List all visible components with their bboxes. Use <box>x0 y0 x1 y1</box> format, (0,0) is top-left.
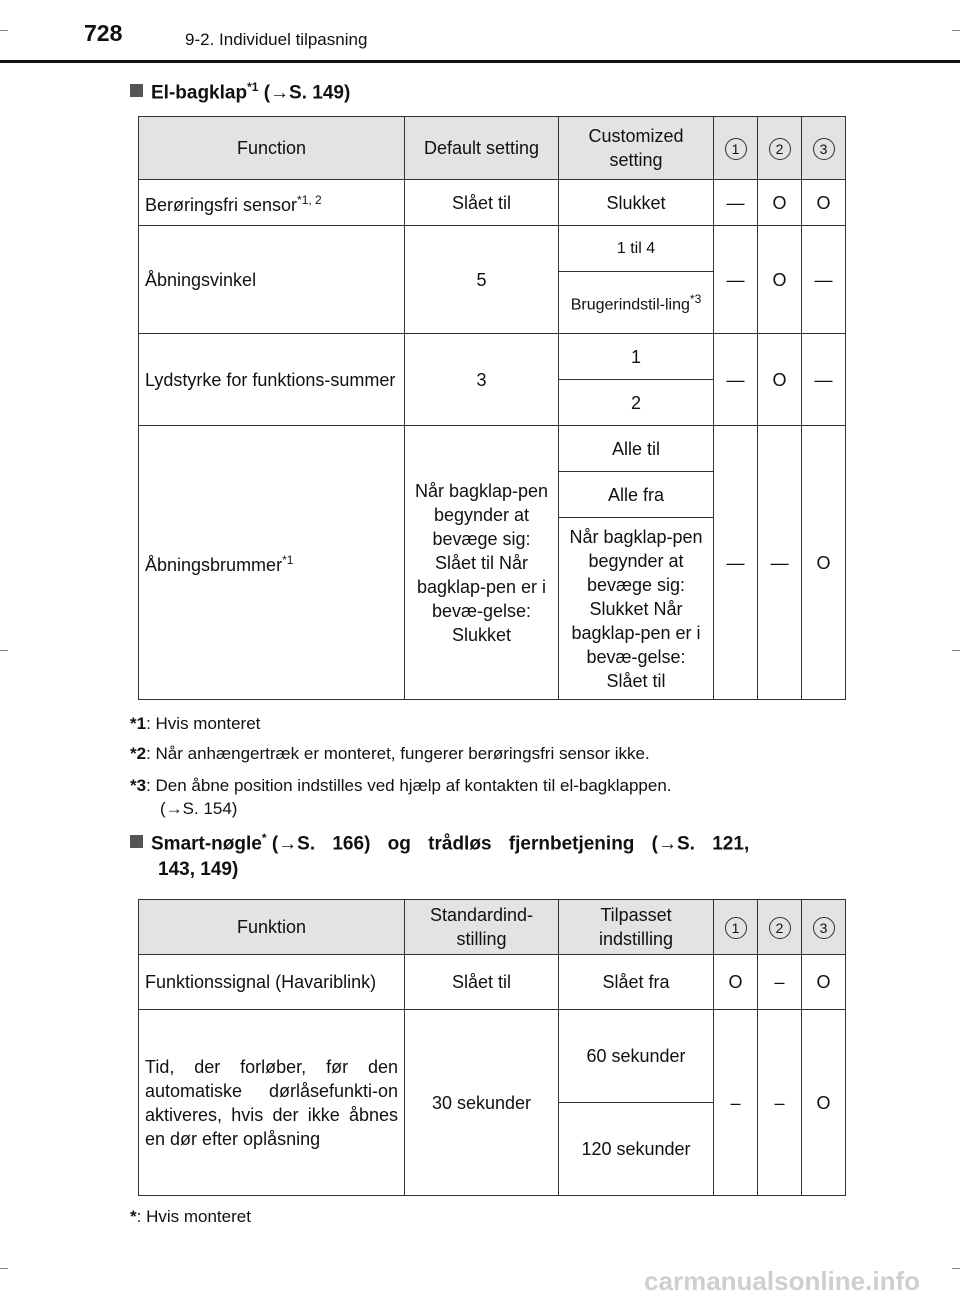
column-header: Function <box>139 117 405 180</box>
custom-cell: 1 til 4 <box>559 226 714 272</box>
mode-cell: O <box>802 955 846 1010</box>
custom-cell: Alle fra <box>559 472 714 518</box>
section-heading-smart-key: Smart-nøgle* (→S. 166) og trådløs fjernbetjening (→S. 121, <box>130 823 842 859</box>
mode-cell: – <box>758 955 802 1010</box>
column-header: 3 <box>802 900 846 955</box>
bullet-square-icon <box>130 835 143 848</box>
column-header: 1 <box>714 900 758 955</box>
table-header-row <box>139 900 846 955</box>
crop-mark <box>952 1268 960 1269</box>
settings-table-smart-key <box>138 899 846 1196</box>
mode-cell: — <box>802 334 846 426</box>
mode-cell: — <box>802 226 846 334</box>
custom-cell: 2 <box>559 380 714 426</box>
section-heading-el-bagklap: El-bagklap$^{*1}$ (→S. 149) <box>130 72 350 108</box>
table-row <box>139 1010 846 1103</box>
custom-cell: 120 sekunder <box>559 1103 714 1196</box>
mode-cell: O <box>758 334 802 426</box>
table-row <box>139 955 846 1010</box>
table-row <box>139 226 846 272</box>
crop-mark <box>0 1268 8 1269</box>
default-cell: 3 <box>405 334 559 426</box>
mode-cell: O <box>758 180 802 226</box>
default-cell: 5 <box>405 226 559 334</box>
column-header: Default setting <box>405 117 559 180</box>
column-header: 1 <box>714 117 758 180</box>
table-header-row <box>139 117 846 180</box>
watermark-text: carmanualsonline.info <box>644 1266 920 1296</box>
mode-cell: — <box>714 226 758 334</box>
table-row <box>139 426 846 472</box>
custom-cell: Alle til <box>559 426 714 472</box>
custom-cell: Slået fra <box>559 955 714 1010</box>
crop-mark <box>952 650 960 651</box>
mode-cell: – <box>758 1010 802 1196</box>
column-header: Funktion <box>139 900 405 955</box>
crop-mark <box>952 30 960 31</box>
column-header: Standardind-stilling <box>405 900 559 955</box>
custom-cell: Slukket <box>559 180 714 226</box>
mode-cell: O <box>758 226 802 334</box>
header-rule <box>0 60 960 63</box>
footnote: *3: Den åbne position indstilles ved hjælp af kontakten til el-bagklappen. <box>130 776 672 795</box>
custom-cell: 1 <box>559 334 714 380</box>
column-header: 2 <box>758 117 802 180</box>
function-cell: Funktionssignal (Havariblink) <box>139 955 405 1010</box>
function-cell: Lydstyrke for funktions-summer <box>139 334 405 426</box>
footnote: *2: Når anhængertræk er monteret, fungerer berøringsfri sensor ikke. <box>130 744 650 763</box>
table-row <box>139 334 846 380</box>
function-cell: Berøringsfri sensor$^{*1, 2}$ <box>139 180 405 226</box>
section-heading-continuation: 143, 149) <box>158 859 239 880</box>
mode-cell: – <box>714 1010 758 1196</box>
mode-cell: — <box>714 180 758 226</box>
default-cell: Når bagklap-pen begynder at bevæge sig: Slået til Når bagklap-pen er i bevæ-gelse: Slukket <box>405 426 559 700</box>
default-cell: 30 sekunder <box>405 1010 559 1196</box>
chapter-title: 9-2. Individuel tilpasning <box>185 30 368 49</box>
mode-cell: — <box>714 334 758 426</box>
footnote: *: Hvis monteret <box>130 1207 251 1226</box>
table-row <box>139 180 846 226</box>
column-header: 3 <box>802 117 846 180</box>
default-cell: Slået til <box>405 180 559 226</box>
mode-cell: — <box>714 426 758 700</box>
mode-cell: O <box>802 180 846 226</box>
bullet-square-icon <box>130 84 143 97</box>
column-header: Customized setting <box>559 117 714 180</box>
column-header: Tilpasset indstilling <box>559 900 714 955</box>
footnote-reference: (→S. 154) <box>160 799 238 818</box>
settings-table-el-bagklap <box>138 116 846 700</box>
mode-cell: O <box>802 426 846 700</box>
custom-cell: Når bagklap-pen begynder at bevæge sig: Slukket Når bagklap-pen er i bevæ-gelse: Slået til <box>559 518 714 700</box>
mode-cell: O <box>802 1010 846 1196</box>
function-cell: Tid, der forløber, før den automatiske dørlåsefunkti-on aktiveres, hvis der ikke åbnes en dør efter oplåsning <box>139 1010 405 1196</box>
crop-mark <box>0 650 8 651</box>
function-cell: Åbningsbrummer$^{*1}$ <box>139 426 405 700</box>
footnote: *1: Hvis monteret <box>130 714 261 733</box>
custom-cell: Brugerindstil-ling$^{*3}$ <box>559 272 714 334</box>
function-cell: Åbningsvinkel <box>139 226 405 334</box>
mode-cell: — <box>758 426 802 700</box>
mode-cell: O <box>714 955 758 1010</box>
custom-cell: 60 sekunder <box>559 1010 714 1103</box>
crop-mark <box>0 30 8 31</box>
column-header: 2 <box>758 900 802 955</box>
default-cell: Slået til <box>405 955 559 1010</box>
page-number: 728 <box>84 20 123 46</box>
